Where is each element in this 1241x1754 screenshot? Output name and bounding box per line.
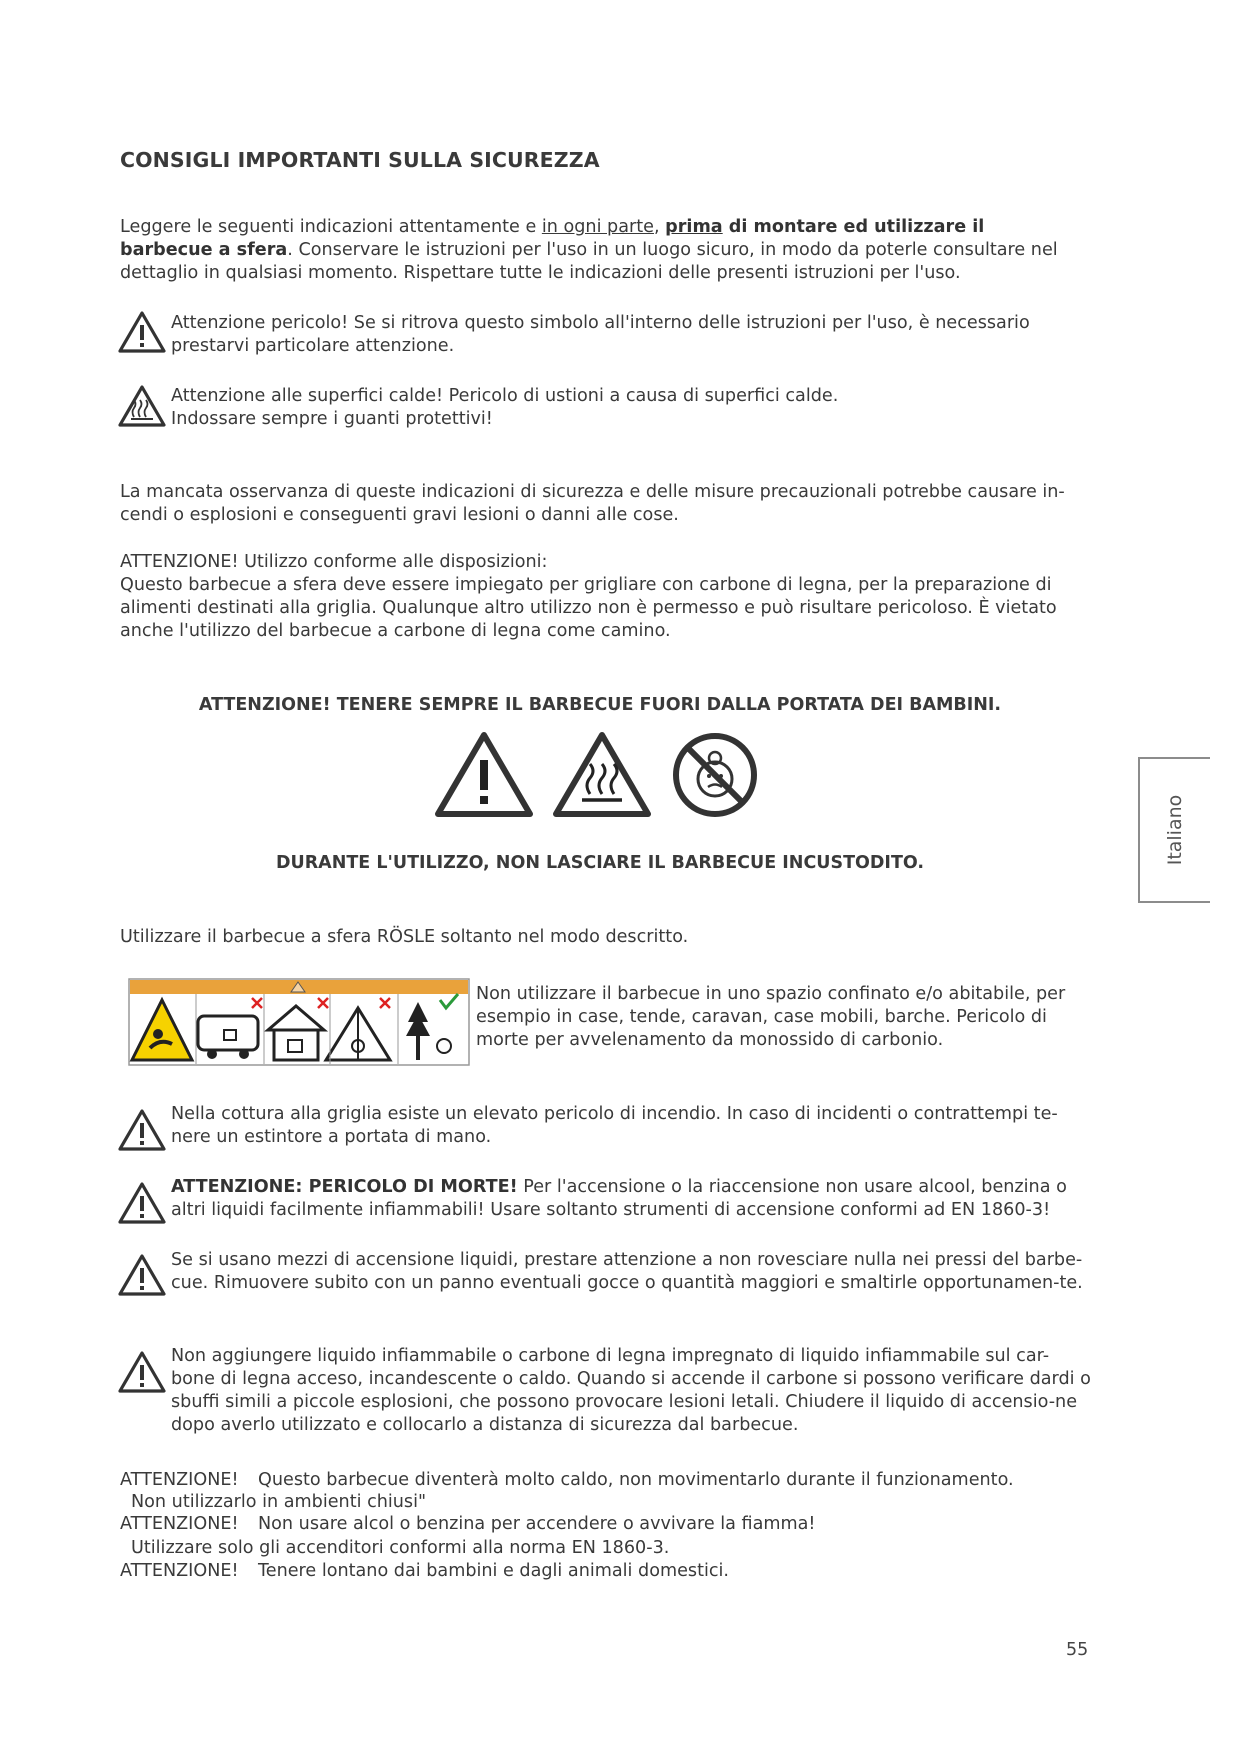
intro-paragraph: Leggere le seguenti indicazioni attentamente e in ogni parte, prima di montare ed utilizzare il barbecue a sfera. Conservare le istruzioni per l'uso in un luogo sicuro, in modo da poterle consultare nel dettaglio in qualsiasi momento. Rispettare tutte le indicazioni delle presenti istruzioni per l'uso. (120, 217, 1058, 283)
attention-row-1: ATTENZIONE! Questo barbecue diventerà molto caldo, non movimentarlo durante il funzionamento. (120, 1470, 1014, 1490)
warning-triangle-icon (118, 1181, 166, 1225)
large-warning-icon (434, 730, 534, 820)
hazard-add-fuel: Non aggiungere liquido infiammabile o carbone di legna impregnato di liquido infiammabile sul car-bone di legna acceso, incandescente o caldo. Quando si accende il carbone si possono verificare dardi o sbuffi simili a piccole esplosioni, che possono provocare lesioni letali. Chiudere il liquido di accensio-ne dopo averlo utilizzato e collocarlo a distanza di sicurezza dal barbecue. (171, 1346, 1091, 1435)
hazard-liquid-igniters: Se si usano mezzi di accensione liquidi, prestare attenzione a non rovesciare nulla nei pressi del barbe-cue. Rimuovere subito con un panno eventuali gocce o quantità maggiori e smaltirle opportunamen-te. (171, 1250, 1083, 1293)
confined-space-pictogram (128, 978, 470, 1066)
attention-row-2b: Utilizzare solo gli accenditori conformi alla norma EN 1860-3. (131, 1538, 670, 1558)
attention-row-3: ATTENZIONE! Tenere lontano dai bambini e dagli animali domestici. (120, 1561, 730, 1581)
hot-surface-icon (118, 384, 166, 428)
page-title: CONSIGLI IMPORTANTI SULLA SICUREZZA (120, 148, 600, 172)
children-warning: ATTENZIONE! TENERE SEMPRE IL BARBECUE FUORI DALLA PORTATA DEI BAMBINI. (198, 695, 1002, 715)
intro-underline-1: in ogni parte (541, 217, 654, 237)
attention-row-2: ATTENZIONE! Non usare alcol o benzina per accendere o avvivare la fiamma! (120, 1514, 816, 1534)
warning-triangle-icon (118, 1108, 166, 1152)
consequences-paragraph: La mancata osservanza di queste indicazioni di sicurezza e delle misure precauzionali potrebbe causare in-cendi o esplosioni e conseguenti gravi lesioni o danni alle cose. (120, 482, 1065, 525)
warning-triangle-icon (118, 1253, 166, 1297)
hazard-fire: Nella cottura alla griglia esiste un elevato pericolo di incendio. In caso di incidenti o contrattempi te-nere un estintore a portata di mano. (171, 1104, 1058, 1147)
unattended-warning: DURANTE L'UTILIZZO, NON LASCIARE IL BARBECUE INCUSTODITO. (275, 853, 925, 873)
language-side-tab-label: Italiano (1164, 794, 1186, 866)
intended-use-paragraph: ATTENZIONE! Utilizzo conforme alle disposizioni: Questo barbecue a sfera deve essere impiegato per grigliare con carbone di legna, per la preparazione di alimenti destinati alla griglia. Qualunque altro utilizzo non è permesso e può risultare pericoloso. È vietato anche l'utilizzo del barbecue a carbone di legna come camino. (120, 552, 1057, 641)
attention-row-1b: Non utilizzarlo in ambienti chiusi" (131, 1492, 427, 1512)
warning-triangle-icon (118, 1350, 166, 1394)
intro-underline-2: prima (665, 217, 723, 237)
symbol-note-hot-surface: Attenzione alle superfici calde! Pericolo di ustioni a causa di superfici calde. Indossare sempre i guanti protettivi! (171, 386, 839, 429)
hazard-death: ATTENZIONE: PERICOLO DI MORTE! Per l'accensione o la riaccensione non usare alcool, benzina o altri liquidi facilmente infiammabili! Usare soltanto strumenti di accensione conformi ad EN 1860-3! (171, 1177, 1067, 1220)
use-only-described: Utilizzare il barbecue a sfera RÖSLE soltanto nel modo descritto. (120, 927, 689, 947)
language-side-tab[interactable] (1138, 757, 1210, 903)
warning-triangle-icon (118, 310, 166, 354)
large-hot-surface-icon (552, 730, 652, 820)
confined-space-text: Non utilizzare il barbecue in uno spazio confinato e/o abitabile, per esempio in case, tende, caravan, case mobili, barche. Pericolo di morte per avvelenamento da monossido di carbonio. (476, 984, 1066, 1050)
symbol-note-danger: Attenzione pericolo! Se si ritrova questo simbolo all'interno delle istruzioni per l'uso, è necessario prestarvi particolare attenzione. (171, 313, 1030, 356)
no-children-icon (672, 732, 758, 818)
page-number: 55 (1066, 1640, 1089, 1660)
